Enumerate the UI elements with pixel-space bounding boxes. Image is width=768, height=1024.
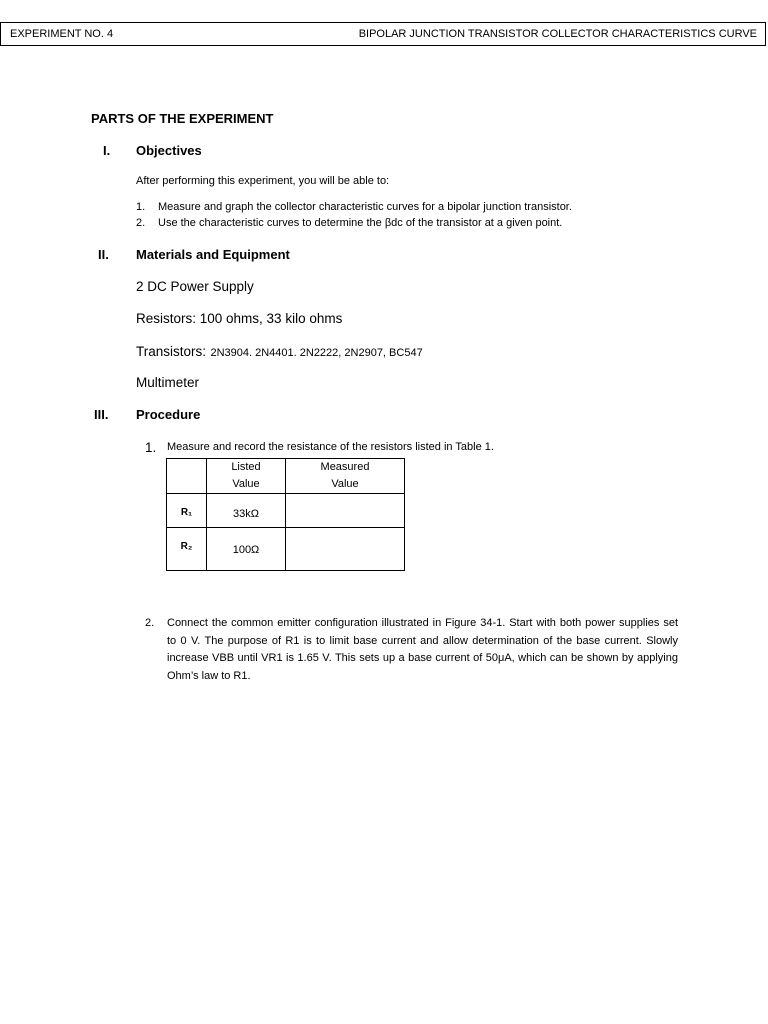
table-row-label: R₁ bbox=[167, 494, 207, 528]
materials-number: II. bbox=[98, 247, 109, 262]
resistor-table bbox=[166, 458, 405, 571]
transistors-list: 2N3904. 2N4401. 2N2222, 2N2907, BC547 bbox=[210, 347, 423, 359]
header-experiment-number: EXPERIMENT NO. 4 bbox=[10, 28, 114, 40]
objective-item-2: Use the characteristic curves to determine the βdc of the transistor at a given point. bbox=[158, 217, 563, 229]
table-row-listed: 100Ω bbox=[207, 528, 286, 571]
table-row bbox=[167, 494, 405, 528]
procedure-number: III. bbox=[94, 407, 109, 422]
page-header bbox=[0, 22, 766, 46]
objectives-intro: After performing this experiment, you will be able to: bbox=[136, 175, 390, 187]
objective-item-1: Measure and graph the collector characteristic curves for a bipolar junction transistor. bbox=[158, 201, 572, 213]
materials-heading: Materials and Equipment bbox=[136, 247, 290, 262]
materials-resistors: Resistors: 100 ohms, 33 kilo ohms bbox=[136, 311, 343, 326]
objectives-number: I. bbox=[103, 143, 111, 158]
step-2-text: Connect the common emitter configuration illustrated in Figure 34-1. Start with both power supplies set to 0 V. The purpose of R1 is to limit base current and allow determination of the base current. Slowly increase VBB until VR1 is 1.65 V. This sets up a base current of 50μA, which can be shown by applying Ohm’s law to R1. bbox=[167, 617, 678, 682]
objective-item-1-number: 1. bbox=[136, 201, 146, 213]
step-1-text: Measure and record the resistance of the resistors listed in Table 1. bbox=[167, 441, 494, 453]
table-row-measured bbox=[286, 528, 405, 571]
table-header-row bbox=[167, 459, 405, 494]
table-header-measured: Measured Value bbox=[286, 459, 405, 494]
table-row-measured bbox=[286, 494, 405, 528]
parts-title: PARTS OF THE EXPERIMENT bbox=[91, 111, 274, 126]
objectives-heading: Objectives bbox=[136, 143, 202, 158]
table-row-label: R₂ bbox=[167, 528, 207, 571]
table-row bbox=[167, 528, 405, 571]
materials-transistors bbox=[136, 343, 423, 361]
transistors-label: Transistors: bbox=[136, 344, 207, 359]
materials-multimeter: Multimeter bbox=[136, 375, 200, 390]
step-2-number: 2. bbox=[145, 617, 155, 629]
materials-power-supply: 2 DC Power Supply bbox=[136, 279, 254, 294]
table-header-listed: Listed Value bbox=[207, 459, 286, 494]
procedure-heading: Procedure bbox=[136, 407, 201, 422]
table-row-listed: 33kΩ bbox=[207, 494, 286, 528]
step-1-number: 1. bbox=[145, 440, 157, 455]
objective-item-2-number: 2. bbox=[136, 217, 146, 229]
header-experiment-title: BIPOLAR JUNCTION TRANSISTOR COLLECTOR CHARACTERISTICS CURVE bbox=[358, 28, 757, 40]
table-corner-cell bbox=[167, 459, 207, 494]
